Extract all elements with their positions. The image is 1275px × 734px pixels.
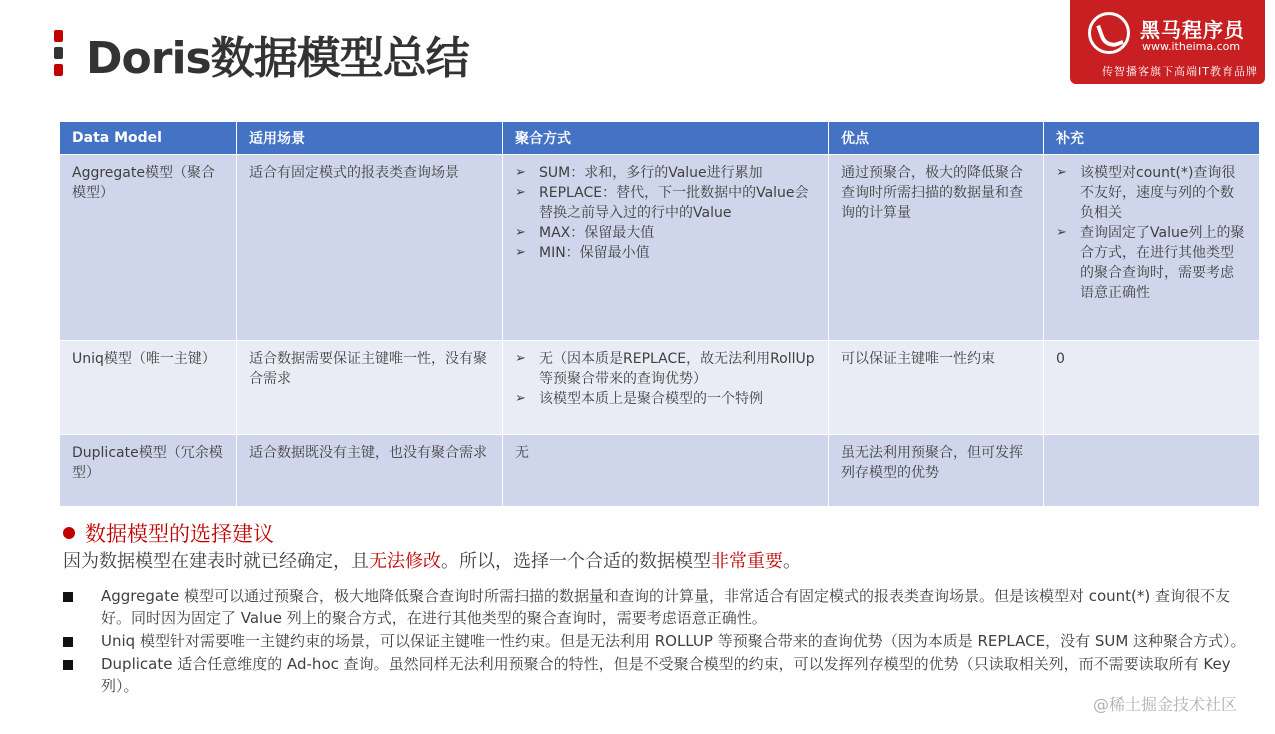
logo-slogan: 传智播客旗下高端IT教育品牌 xyxy=(1102,65,1258,78)
cell-advantage: 虽无法利用预聚合，但可发挥列存模型的优势 xyxy=(829,435,1044,507)
cell-model: Uniq模型（唯一主键） xyxy=(60,341,237,435)
summary-text: 。所以，选择一个合适的数据模型 xyxy=(441,551,711,572)
header-advantage: 优点 xyxy=(829,122,1044,155)
list-item: ➢ SUM：求和，多行的Value进行累加 xyxy=(515,163,816,183)
list-item: ➢ 无（因本质是REPLACE，故无法利用RollUp等预聚合带来的查询优势） xyxy=(515,349,816,389)
table-header-row xyxy=(60,122,1260,155)
recommendation-points xyxy=(63,585,1253,698)
summary-text: 。 xyxy=(783,551,801,572)
list-item: Duplicate 适合任意维度的 Ad-hoc 查询。虽然同样无法利用预聚合的特性，但是不受聚合模型的约束，可以发挥列存模型的优势（只读取相关列，而不需要读取所有 Key 列）。 xyxy=(63,653,1253,697)
header-aggregation: 聚合方式 xyxy=(503,122,829,155)
cell-model: Duplicate模型（冗余模型） xyxy=(60,435,237,507)
recommendation-summary xyxy=(63,547,801,573)
header-supplement: 补充 xyxy=(1044,122,1260,155)
cell-scenario: 适合数据需要保证主键唯一性，没有聚合需求 xyxy=(237,341,503,435)
cell-supplement xyxy=(1044,155,1260,341)
cell-aggregation xyxy=(503,341,829,435)
list-item: ➢ MAX：保留最大值 xyxy=(515,223,816,243)
header-data-model: Data Model xyxy=(60,122,237,155)
bullet-dot-icon xyxy=(63,527,75,539)
list-item: ➢ 该模型对count(*)查询很不友好，速度与列的个数负相关 xyxy=(1056,163,1247,223)
cell-scenario: 适合数据既没有主键，也没有聚合需求 xyxy=(237,435,503,507)
list-item: ➢ 该模型本质上是聚合模型的一个特例 xyxy=(515,389,816,409)
list-item: ➢ 查询固定了Value列上的聚合方式，在进行其他类型的聚合查询时，需要考虑语意正确性 xyxy=(1056,223,1247,303)
logo-name: 黑马程序员 xyxy=(1140,18,1245,42)
summary-emphasis: 无法修改 xyxy=(369,551,441,572)
cell-advantage: 可以保证主键唯一性约束 xyxy=(829,341,1044,435)
watermark: @稀土掘金技术社区 xyxy=(1093,695,1238,714)
recommendation-heading xyxy=(63,518,274,548)
list-item: ➢ REPLACE：替代，下一批数据中的Value会替换之前导入过的行中的Value xyxy=(515,183,816,223)
data-model-table xyxy=(59,121,1260,507)
cell-scenario: 适合有固定模式的报表类查询场景 xyxy=(237,155,503,341)
cell-model: Aggregate模型（聚合模型） xyxy=(60,155,237,341)
logo-url: www.itheima.com xyxy=(1142,40,1241,53)
cell-aggregation xyxy=(503,155,829,341)
cell-supplement xyxy=(1044,435,1260,507)
summary-emphasis: 非常重要 xyxy=(711,551,783,572)
table-row xyxy=(60,341,1260,435)
page-title: Doris数据模型总结 xyxy=(86,33,469,84)
horse-logo-icon xyxy=(1088,12,1130,54)
brand-logo xyxy=(1070,0,1265,84)
cell-aggregation: 无 xyxy=(503,435,829,507)
cell-supplement: 0 xyxy=(1044,341,1260,435)
table-row xyxy=(60,435,1260,507)
recommendation-heading-text: 数据模型的选择建议 xyxy=(85,522,274,546)
title-accent-bars xyxy=(54,30,63,81)
summary-text: 因为数据模型在建表时就已经确定，且 xyxy=(63,551,369,572)
header-scenario: 适用场景 xyxy=(237,122,503,155)
cell-advantage: 通过预聚合，极大的降低聚合查询时所需扫描的数据量和查询的计算量 xyxy=(829,155,1044,341)
list-item: Uniq 模型针对需要唯一主键约束的场景，可以保证主键唯一性约束。但是无法利用 ROLLUP 等预聚合带来的查询优势（因为本质是 REPLACE，没有 SUM 这种聚合方式）。 xyxy=(63,630,1253,652)
table-row xyxy=(60,155,1260,341)
list-item: ➢ MIN：保留最小值 xyxy=(515,243,816,263)
list-item: Aggregate 模型可以通过预聚合，极大地降低聚合查询时所需扫描的数据量和查询的计算量，非常适合有固定模式的报表类查询场景。但是该模型对 count(*) 查询很不友好。同时因为固定了 Value 列上的聚合方式，在进行其他类型的聚合查询时，需要考虑语意正确性。 xyxy=(63,585,1253,629)
